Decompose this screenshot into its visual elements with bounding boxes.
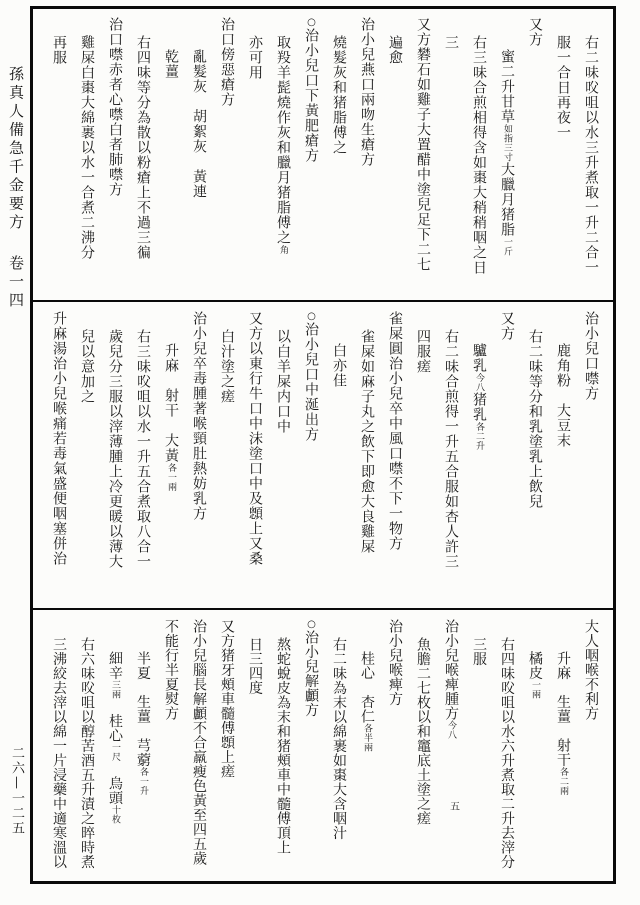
text-column (521, 11, 549, 298)
column-text: 又方以東行牛口中沫塗口中及顖上又桑 (247, 311, 263, 566)
column-text: 升麻湯治小兒喉痛若毒氣盛便咽塞併治 (51, 311, 67, 566)
column-text: 鹿角粉 大豆末 (555, 343, 571, 448)
text-column (381, 11, 409, 298)
text-column (73, 613, 101, 879)
text-frame-border (30, 6, 616, 884)
column-text: 細辛 (107, 651, 123, 680)
text-column (73, 11, 101, 298)
column-text: 熬蛇蛻皮為末和猪頰車中髓傅頂上 (275, 637, 291, 855)
column-text: 右三味㕮咀以水一升五合煮取八合一 (135, 329, 151, 569)
text-column (437, 613, 465, 879)
text-column (101, 613, 129, 879)
small-annotation-text: 各一兩 (166, 463, 176, 492)
text-column (325, 11, 353, 298)
column-text: 右三味合煎相得含如棗大稍稍咽之日 (471, 35, 487, 275)
small-annotation-text: 今八 (446, 720, 456, 740)
text-column (73, 305, 101, 605)
section-top (39, 11, 605, 298)
text-column (325, 613, 353, 879)
column-text: 治小兒卒毒腫著喉頸肚熱妨乳方 (191, 311, 207, 521)
text-column (101, 11, 129, 298)
column-text: 右二味合煎得一升五合服如杏人許三 (443, 329, 459, 569)
column-text: 升麻 射干 大黃 (163, 343, 179, 463)
text-column (549, 11, 577, 298)
column-text: 治口傍惡瘡方 (219, 17, 235, 107)
text-column (409, 613, 437, 879)
text-column (577, 613, 605, 879)
text-column (353, 613, 381, 879)
column-text: 三沸絞去滓以綿一片浸藥中適寒溫以 (51, 637, 67, 869)
text-column (45, 613, 73, 879)
text-column (465, 613, 493, 879)
text-column (269, 305, 297, 605)
margin-book-title (6, 66, 27, 310)
column-text: 遍愈 (387, 35, 403, 65)
column-text: 歲兒分三服以滓薄腫上冷更暖以薄大 (107, 329, 123, 569)
column-text: 再服 (51, 35, 67, 65)
small-annotation-text: 一斤 (502, 237, 512, 256)
column-text: 右四味等分為散以粉瘡上不過三徧 (135, 35, 151, 260)
section-bottom (39, 613, 605, 879)
column-text: 治小兒口下黃肥瘡方 (303, 28, 319, 163)
small-annotation-text: 角 (278, 245, 288, 255)
small-annotation-text: 一兩 (530, 680, 540, 699)
column-text: 桂心 (107, 699, 123, 743)
small-annotation-text: 三兩 (110, 680, 120, 699)
small-annotation-text: 各半兩 (362, 723, 372, 752)
prescription-circle-marker: ○ (306, 619, 317, 630)
text-column (409, 11, 437, 298)
column-text: 三服 (471, 637, 487, 666)
text-column (129, 305, 157, 605)
text-column (437, 11, 465, 298)
column-text: 又方 (527, 17, 543, 47)
section-divider-upper (33, 300, 613, 302)
text-column (521, 305, 549, 605)
text-column (381, 305, 409, 605)
small-annotation-text: 今八 (474, 373, 484, 392)
column-text: 治小兒口中涎出方 (303, 322, 319, 442)
text-column (269, 11, 297, 298)
column-text: 乾薑 (163, 49, 179, 79)
text-column (493, 11, 521, 298)
column-text: 雞屎白棗大綿裹以水一合煮二沸分 (79, 35, 95, 260)
column-text: 魚膽二七枚以和竈底土塗之瘥 (415, 637, 431, 826)
column-text: 燒髮灰和猪脂傅之 (331, 35, 347, 155)
column-text: 三 (443, 35, 459, 50)
text-column (129, 613, 157, 879)
text-column (129, 11, 157, 298)
text-column (101, 305, 129, 605)
column-text: 服一合日再夜一 (555, 35, 571, 140)
text-column (577, 11, 605, 298)
small-annotation-text: 一尺 (110, 742, 120, 762)
column-text: 大人咽喉不利方 (583, 619, 599, 721)
column-text: 右二味等分和乳塗乳上飲兒 (527, 329, 543, 509)
section-divider-lower (33, 608, 613, 610)
small-annotation-text: 各一升 (138, 767, 148, 796)
text-column (493, 305, 521, 605)
text-column (45, 11, 73, 298)
column-text: 治小兒燕口兩吻生瘡方 (359, 17, 375, 167)
column-text: 治小兒口噤方 (583, 311, 599, 401)
column-text: 橘皮 (527, 651, 543, 680)
column-text: 以白羊屎内口中 (275, 329, 291, 434)
text-column (45, 305, 73, 605)
text-column (297, 613, 325, 879)
column-text: 又方礬石如雞子大置醋中塗兒足下二七 (415, 17, 431, 272)
column-text: 猪乳 (471, 392, 487, 422)
book-title-text: 孫真人備急千金要方 (7, 66, 25, 233)
text-column (325, 305, 353, 605)
column-text: 半夏 生薑 芎藭 (135, 651, 151, 767)
text-column (521, 613, 549, 879)
column-text: 驢乳 (471, 343, 487, 373)
column-text: 右四味㕮咀以水六升煮取二升去滓分 (499, 637, 515, 869)
text-column (493, 613, 521, 879)
text-column (353, 11, 381, 298)
volume-label: 卷一四 (7, 254, 25, 311)
text-column (241, 11, 269, 298)
text-column (185, 613, 213, 879)
small-annotation-text: 各二升 (474, 422, 484, 451)
column-text: 右六味㕮咀以醇苦酒五升漬之晬時煮 (79, 637, 95, 869)
small-annotation-text: 各二兩 (558, 767, 568, 796)
text-column (409, 305, 437, 605)
column-text: 治小兒解顱方 (303, 630, 319, 717)
text-column (157, 305, 185, 605)
margin-page-number: 二六—一二五 (9, 746, 24, 836)
column-text: 日三四度 (247, 637, 263, 695)
text-column (381, 613, 409, 879)
column-text: 升麻 生薑 射干 (555, 651, 571, 767)
column-text: 不能行半夏熨方 (163, 619, 179, 721)
text-column (157, 613, 185, 879)
text-column (549, 305, 577, 605)
column-text: 雀屎圓治小兒卒中風口噤不下一物方 (387, 311, 403, 551)
section-middle (39, 305, 605, 605)
small-annotation-text: 如指三寸 (502, 124, 512, 162)
text-column (185, 305, 213, 605)
text-column (157, 11, 185, 298)
column-text: 四服瘥 (415, 329, 431, 374)
column-text: 大臘月猪脂 (499, 162, 515, 237)
column-text: 白汁塗之瘥 (219, 329, 235, 404)
column-text: 又方 (499, 311, 515, 341)
column-text: 兒以意加之 (79, 329, 95, 404)
column-text: 右二味㕮咀以水三升煮取一升二合一 (583, 35, 599, 275)
column-text: 亂髮灰 胡絮灰 黃連 (191, 49, 207, 199)
text-column (213, 305, 241, 605)
text-column (465, 305, 493, 605)
column-text: 治小兒喉痺方 (387, 619, 403, 706)
text-column (353, 305, 381, 605)
text-column (213, 613, 241, 879)
column-text: 治口噤赤者心噤白者肺噤方 (107, 17, 123, 197)
text-column (241, 613, 269, 879)
column-text: 又方猪牙頰車髓傅顖上瘥 (219, 619, 235, 779)
text-column (241, 305, 269, 605)
small-annotation-text: 十枚 (110, 805, 120, 824)
text-column (577, 305, 605, 605)
text-column (297, 11, 325, 298)
prescription-circle-marker: ○ (306, 311, 317, 322)
text-column (465, 11, 493, 298)
text-column (549, 613, 577, 879)
column-text: 右二味為末以綿裹如棗大含咽汁 (331, 637, 347, 840)
text-column (297, 305, 325, 605)
column-text: 亦可用 (247, 35, 263, 80)
column-text: 烏頭 (107, 761, 123, 805)
column-text: 蜜二升甘草 (499, 49, 515, 124)
text-column (185, 11, 213, 298)
folio-marker: 五 (450, 802, 460, 813)
column-text: 雀屎如麻子丸之飲下即愈大良雞屎 (359, 329, 375, 554)
text-column (213, 11, 241, 298)
column-text: 治小兒喉痺腫方 (443, 619, 459, 721)
column-text: 桂心 杏仁 (359, 651, 375, 724)
column-text: 治小兒腦長解顱不合羸瘦色黃至四五歲 (191, 619, 207, 866)
text-column (437, 305, 465, 605)
text-column (269, 613, 297, 879)
prescription-circle-marker: ○ (306, 17, 317, 28)
column-text: 取羖羊髭燒作灰和臘月猪脂傅之 (275, 35, 291, 245)
column-text: 白亦佳 (331, 343, 347, 388)
